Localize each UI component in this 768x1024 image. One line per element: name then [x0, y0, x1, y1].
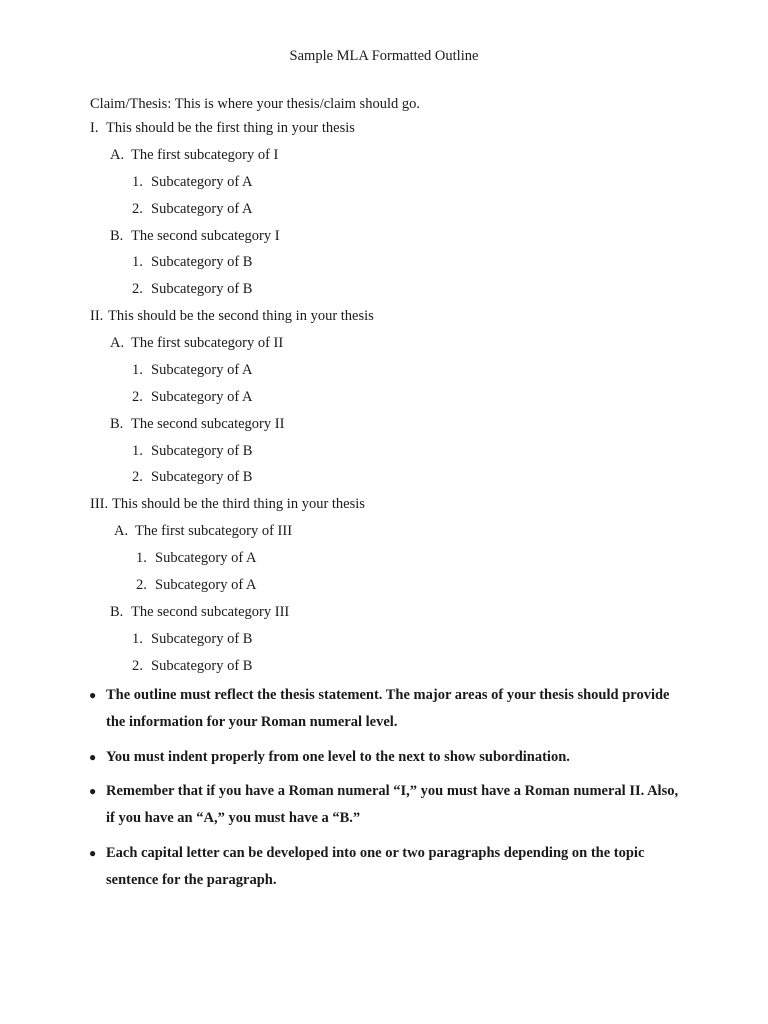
outline-text: Subcategory of B: [151, 254, 253, 271]
note-text: The outline must reflect the thesis statement. The major areas of your thesis should provide the information for your Roman numeral level.: [106, 687, 670, 730]
outline-marker: 2.: [136, 576, 147, 593]
outline-marker: 2.: [132, 657, 143, 674]
outline-text: Subcategory of B: [151, 657, 253, 674]
outline-text: The first subcategory of III: [135, 523, 293, 540]
outline-item-level-3: [0, 199, 768, 226]
outline-text: Subcategory of A: [151, 388, 253, 405]
outline-list: [0, 118, 768, 682]
outline-marker: A.: [110, 335, 125, 351]
outline-marker: 1.: [132, 361, 143, 378]
outline-text: Subcategory of B: [151, 469, 253, 486]
outline-item-level-3: [0, 252, 768, 279]
outline-marker: B.: [110, 415, 124, 432]
notes-list: [0, 682, 768, 901]
note-text: Remember that if you have a Roman numeral “I,” you must have a Roman numeral II. Also, if you have an “A,” you must have a “B.”: [106, 783, 679, 826]
outline-marker: 1.: [132, 630, 143, 647]
outline-item-level-1: [0, 494, 768, 521]
outline-text: Subcategory of A: [151, 173, 253, 190]
outline-item-level-2: [0, 602, 768, 629]
outline-text: Subcategory of B: [151, 442, 253, 459]
outline-item-level-3: [0, 279, 768, 306]
outline-item-level-1: [0, 118, 768, 145]
claim-thesis-line: Claim/Thesis: This is where your thesis/claim should go.: [90, 96, 420, 112]
outline-text: This should be the third thing in your thesis: [112, 496, 365, 513]
outline-item-level-3: [0, 387, 768, 414]
outline-marker: III.: [90, 496, 109, 513]
outline-item-level-3: [0, 441, 768, 468]
outline-text: Subcategory of A: [155, 550, 257, 566]
bullet-icon: ●: [89, 845, 97, 860]
bullet-icon: ●: [89, 784, 97, 798]
document-title: Sample MLA Formatted Outline: [289, 48, 479, 64]
bullet-icon: ●: [89, 688, 97, 702]
outline-item-level-3: [0, 629, 768, 656]
bullet-icon: ●: [89, 749, 97, 764]
outline-marker: 1.: [132, 173, 143, 190]
outline-item-level-1: [0, 306, 768, 333]
outline-text: Subcategory of A: [151, 200, 253, 217]
outline-marker: II.: [90, 308, 104, 325]
note-text: You must indent properly from one level to the next to show subordination.: [106, 748, 570, 765]
outline-text: The second subcategory II: [131, 415, 285, 432]
outline-item-level-2: [0, 145, 768, 172]
outline-text: The second subcategory III: [131, 603, 290, 620]
outline-item-level-3: [0, 172, 768, 199]
outline-item-level-3: [0, 467, 768, 494]
outline-item-level-3: [0, 360, 768, 387]
outline-text: This should be the first thing in your thesis: [106, 120, 355, 136]
outline-text: Subcategory of A: [151, 361, 253, 378]
note-text: Each capital letter can be developed into one or two paragraphs depending on the topic sentence for the paragraph.: [106, 844, 645, 888]
note-item: [0, 840, 768, 894]
outline-marker: 1.: [132, 442, 143, 459]
outline-item-level-3: [0, 575, 768, 602]
outline-marker: B.: [110, 227, 124, 244]
outline-marker: 2.: [132, 469, 143, 486]
outline-marker: 2.: [132, 281, 143, 298]
outline-item-level-3: [0, 548, 768, 575]
outline-text: Subcategory of A: [155, 576, 257, 593]
note-item: [0, 744, 768, 771]
outline-item-level-2: [0, 333, 768, 360]
outline-text: The first subcategory of I: [131, 146, 279, 163]
outline-marker: A.: [110, 146, 125, 163]
outline-marker: 2.: [132, 200, 143, 217]
note-item: [0, 682, 768, 736]
outline-text: The first subcategory of II: [131, 335, 284, 351]
outline-text: This should be the second thing in your thesis: [108, 308, 374, 325]
outline-item-level-2: [0, 414, 768, 441]
outline-marker: 1.: [132, 254, 143, 271]
outline-text: Subcategory of B: [151, 630, 253, 647]
outline-marker: 2.: [132, 388, 143, 405]
outline-marker: B.: [110, 603, 124, 620]
note-item: [0, 778, 768, 832]
outline-marker: A.: [114, 523, 129, 540]
outline-marker: 1.: [136, 550, 147, 566]
outline-item-level-3: [0, 656, 768, 683]
outline-item-level-2: [0, 226, 768, 253]
outline-text: The second subcategory I: [131, 227, 280, 244]
outline-marker: I.: [90, 120, 99, 136]
outline-text: Subcategory of B: [151, 281, 253, 298]
outline-item-level-2: [0, 521, 768, 548]
